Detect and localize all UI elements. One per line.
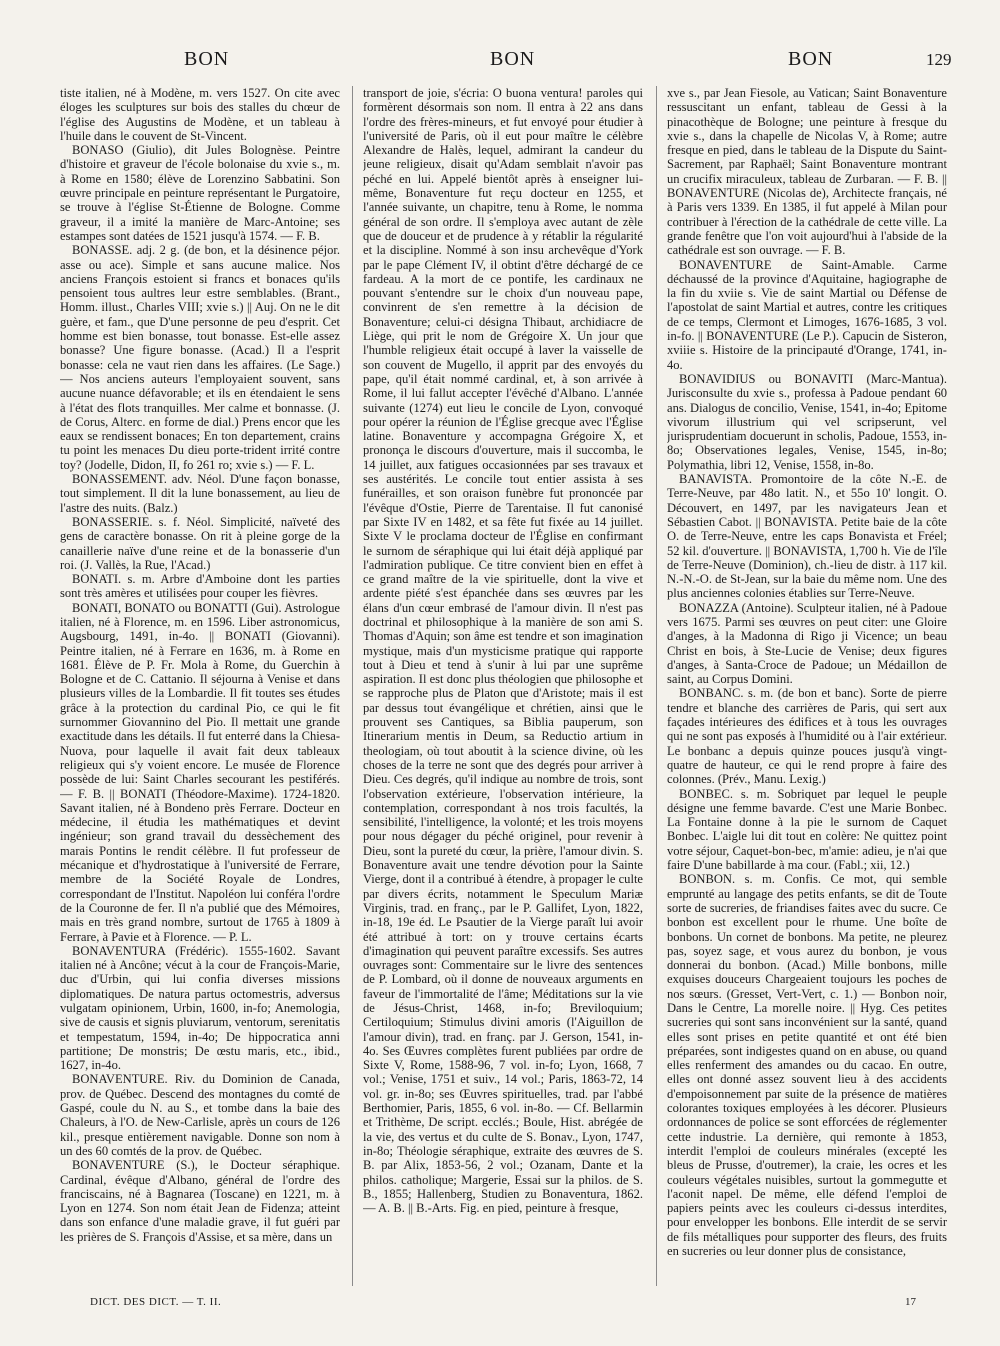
- entry-paragraph: BONAVENTURE (S.), le Docteur séraphique. Cardinal, évêque d'Albano, général de l'ordre des franciscains, né à Bagnarea (Toscane) en 1221, m. à Lyon en 1274. Son nom était Jean de Fidenza; atteint dans son enfance d'une maladie grave, il fut guéri par les prières de S. François d'Assise, et sa mère, dans un: [60, 1158, 340, 1244]
- entry-paragraph: BONBEC. s. m. Sobriquet par lequel le peuple désigne une femme bavarde. C'est une Marie Bonbec. La Fontaine donne à la pie le surnom de Caquet Bonbec. L'aigle lui dit tout en colère: Ne quittez point votre séjour, Caquet-bon-bec, m'amie: adieu, je n'ai que faire D'une babillarde à ma cour. (Fabl.; xii, 12.): [667, 786, 947, 873]
- column-divider: [656, 86, 657, 1286]
- entry-paragraph: BONASSE. adj. 2 g. (de bon, et la désinence péjor. asse ou ace). Simple et sans aucune malice. Nos anciens François estoient si francs et bonaces qu'ils pensoient tous aultres leur estre semblables. (Brant., Homm. illust., Charles VIII; xvie s.) || Auj. On ne le dit guère, et fam., que D'une personne de peu d'esprit. Cet homme est bien bonasse, tout bonasse. Est-elle assez bonasse? Une figure bonasse. (Acad.) Il a l'esprit bonasse: cela ne vaut rien dans les affaires. (Le Sage.) — Nos anciens auteurs l'employaient souvent, sans aucune nuance défavorable; et ils en étendaient le sens à l'état des flots tranquilles. Mer calme et bonnasse. (J. de Corus, Alterc. en forme de dial.) Prens encor que les eaux se rendissent bonaces; En ton departement, crains tu point les menaces Du dieu porte-trident irrité contre toy? (Jodelle, Didon, II, fo 261 ro; xvie s.) — F. L.: [60, 243, 340, 472]
- running-head-right: BON: [788, 48, 834, 70]
- footer-sheet-number: 17: [905, 1296, 916, 1308]
- entry-paragraph: BONASSEMENT. adv. Néol. D'une façon bonasse, tout simplement. Il dit la lune bonassement, au lieu de l'astre des nuits. (Balz.): [60, 472, 340, 515]
- entry-paragraph: BONAVENTURA (Frédéric). 1555-1602. Savant italien né à Ancône; vécut à la cour de François-Marie, duc d'Urbin, qui lui confia diverses missions diplomatiques. De natura partus octomestris, adversus vulgatam opinionem, Urbin, 1600, in-fo; Anemologia, sive de causis et signis pluviarum, ventorum, serenitatis et tempestatum, 1594, in-4o; De hippocratica anni partitione; De monstris; De œstu maris, etc., ibid., 1627, in-4o.: [60, 943, 340, 1073]
- page-footer: [0, 1296, 1000, 1316]
- entry-paragraph: BONATI. s. m. Arbre d'Amboine dont les parties sont très amères et utilisées pour couper les fièvres.: [60, 572, 340, 601]
- entry-paragraph: BONASSERIE. s. f. Néol. Simplicité, naïveté des gens de caractère bonasse. On rit à pleine gorge de la canaillerie naïve d'une reine et de la bonasserie d'un roi. (J. Vallès, la Rue, l'Acad.): [60, 514, 340, 572]
- text-column-1: [60, 86, 340, 1272]
- running-head-left: BON: [184, 48, 230, 70]
- entry-paragraph: xve s., par Jean Fiesole, au Vatican; Saint Bonaventure ressuscitant un enfant, tableau de Gessi à la pinacothèque de Bologne; une peinture à fresque du xvie s., dans la chapelle de Nicolas V, à Rome; autre fresque en pied, dans le tableau de la Dispute du Saint-Sacrement, par Raphaël; Saint Bonaventure montrant un crucifix miraculeux, tableau de Zurbaran. — F. B. || BONAVENTURE (Nicolas de), Architecte français, né à Paris vers 1339. En 1385, il fut appelé à Milan pour contribuer à l'érection de la cathédrale de cette ville. La grande fenêtre que l'on voit aujourd'hui à l'abside de la cathédrale est son ouvrage. — F. B.: [667, 86, 947, 258]
- entry-paragraph: BONAZZA (Antoine). Sculpteur italien, né à Padoue vers 1675. Parmi ses œuvres on peut citer: une Gloire d'anges, à la Madonna di Rigo ji Vicence; un beau Christ en bois, à Ste-Lucie de Venise; deux figures d'anges, à Santa-Croce de Padoue; un Médaillon de saint, au Corpus Domini.: [667, 600, 947, 687]
- page-number: 129: [926, 50, 952, 69]
- footer-signature: DICT. DES DICT. — T. II.: [90, 1296, 222, 1308]
- entry-paragraph: BONBANC. s. m. (de bon et banc). Sorte de pierre tendre et blanche des carrières de Paris, qui sert aux façades intérieures des édifices et à tous les ouvrages qui ne sont pas exposés à l'humidité ou à l'air extérieur. Le bonbanc a depuis quinze pouces jusqu'à vingt-quatre de hauteur, ce qui le rend propre à faire des colonnes. (Prév., Manu. Lexig.): [667, 686, 947, 787]
- entry-paragraph: BONASO (Giulio), dit Jules Bolognèse. Peintre d'histoire et graveur de l'école bolonaise du xvie s., m. à Rome en 1580; élève de Lorenzino Sabbatini. Son œuvre principale en peinture représentant le Purgatoire, se trouve à l'église St-Étienne de Bologne. Comme graveur, il a imité la manière de Marc-Antoine; ses estampes sont datées de 1521 jusqu'à 1574. — F. B.: [60, 143, 340, 243]
- entry-paragraph: tiste italien, né à Modène, m. vers 1527. On cite avec éloges les sculptures sur bois des stalles du chœur de l'église des Augustins de Modène, et un tableau à l'huile dans le couvent de St-Vincent.: [60, 86, 340, 143]
- running-head-center: BON: [490, 48, 536, 70]
- entry-paragraph: BONAVIDIUS ou BONAVITI (Marc-Mantua). Jurisconsulte du xvie s., professa à Padoue pendant 60 ans. Dialogus de concilio, Venise, 1541, in-4o; Epitome vivorum illustrium qui vel scripserunt, vel jurisprudentiam docuerunt in scholis, Padoue, 1553, in-8o; Observationes legales, Venise, 1545, in-8o; Polymathia, libri 12, Venise, 1558, in-8o.: [667, 371, 947, 472]
- entry-paragraph: BONATI, BONATO ou BONATTI (Gui). Astrologue italien, né à Florence, m. en 1596. Liber astronomicus, Augsbourg, 1491, in-4o. || BONATI (Giovanni). Peintre italien, né à Ferrare en 1636, m. à Rome en 1681. Élève de P. Fr. Mola à Rome, du Guerchin à Bologne et de C. Cattanio. Il séjourna à Venise et dans plusieurs villes de la Lombardie. Il fit toutes ses études grâce à la protection du cardinal Pio, ce qui le fit surnommer Giovannino del Pio. Il mettait une grande exactitude dans les détails. Il fut enterré dans la Chiesa-Nuova, pour laquelle il avait fait deux tableaux religieux qui s'y voient encore. Le musée de Florence possède de lui: Saint Charles secourant les pestiférés. — F. B. || BONATI (Théodore-Maxime). 1724-1820. Savant italien, né à Bondeno près Ferrare. Docteur en médecine, il étudia les mathématiques et devint ingénieur; son grand travail du dessèchement des marais Pontins le rendit célèbre. Il fut professeur de mécanique et d'hydrostatique à l'université de Ferrare, membre de la Société Royale de Londres, correspondant de l'Institut. Napoléon lui conféra l'ordre de la Couronne de fer. Il n'a publié que des Mémoires, mais en très grand nombre, surtout de 1765 à 1809 à Ferrare, à Pavie et à Florence. — P. L.: [60, 600, 340, 944]
- page-header: [0, 48, 1000, 82]
- column-divider: [352, 86, 353, 1286]
- text-column-2: [363, 86, 643, 1272]
- entry-paragraph: BONBON. s. m. Confis. Ce mot, qui semble emprunté au langage des petits enfants, se dit de Toute sorte de sucreries, de friandises faites avec du sucre. Ce bonbon est excellent pour le rhume. Une boîte de bonbons. Un cornet de bonbons. Ma petite, ne pleurez pas, soyez sage, et vous aurez du bonbon, je vous donnerai du bonbon. (Acad.) Mille bonbons, mille exquises douceurs Chargeaient toujours les poches de nos sœurs. (Gresset, Vert-Vert, c. 1.) — Bonbon noir, Dans le Centre, La morelle noire. || Hyg. Ces petites sucreries qui sont sans inconvénient sur la santé, quand elles sont prises en petite quantité et ont été bien préparées, sont indigestes quand on en abuse, ou quand elles renferment des amandes ou du cacao. En outre, elles ont donné assez souvent lieu à des accidents d'empoisonnement par suite de la présence de matières colorantes toxiques employées à les décorer. Plusieurs ordonnances de police se sont efforcées de réglementer cette industrie. La dernière, qui remonte à 1853, interdit l'emploi de couleurs minérales (excepté les bleus de Prusse, d'outremer), la craie, les ocres et les couleurs végétales nuisibles, surtout la gommegutte et l'aconit napel. De même, elle défend l'emploi de papiers peints avec les couleurs ci-dessus interdites, pour envelopper les bonbons. Elle interdit de se servir de fils métalliques pour supporter des fleurs, des fruits en sucreries ou leur donner plus de consistance,: [667, 872, 947, 1259]
- entry-paragraph: BONAVENTURE de Saint-Amable. Carme déchaussé de la province d'Aquitaine, hagiographe de la fin du xviie s. Vie de saint Martial ou Défense de l'apostolat de saint Martial et autres, contre les critiques de ce temps, Clermont et Limoges, 1676-1685, 3 vol. in-fo. || BONAVENTURE (Le P.). Capucin de Sisteron, xviiie s. Histoire de la principauté d'Orange, 1741, in-4o.: [667, 257, 947, 372]
- text-column-3: [667, 86, 947, 1272]
- entry-paragraph: BANAVISTA. Promontoire de la côte N.-E. de Terre-Neuve, par 48o latit. N., et 55o 10' longit. O. Découvert, en 1497, par les navigateurs Jean et Sébastien Cabot. || BONAVISTA. Petite baie de la côte O. de Terre-Neuve, entre les caps Bonavista et Fréel; 52 kil. d'ouverture. || BONAVISTA, 1,700 h. Vie de l'île de Terre-Neuve (Dominion), ch.-lieu de distr. à 117 kil. N.-N.-O. de St-Jean, sur la baie du même nom. Une des plus anciennes colonies établies sur Terre-Neuve.: [667, 472, 947, 601]
- entry-paragraph: transport de joie, s'écria: O buona ventura! paroles qui formèrent désormais son nom. Il entra à 22 ans dans l'ordre des frères-mineurs, et fut envoyé pour étudier à l'université de Paris, où il eut pour maître le célèbre Alexandre de Halès, lequel, admirant la candeur du jeune religieux, disait qu'Adam semblait n'avoir pas péché en lui. Appelé bientôt après à enseigner lui-même, Bonaventure fut reçu docteur en 1255, et l'année suivante, un chapitre, tenu à Rome, le nomma général de son ordre. Il s'employa avec autant de zèle que de douceur et de prudence à y rétablir la régularité et la discipline. Nommé à son insu archevêque d'York par le pape Clément IV, il obtint d'être déchargé de ce fardeau. A la mort de ce pontife, les cardinaux ne pouvant s'entendre sur le choix d'un nouveau pape, convinrent de s'en remettre à la décision de Bonaventure; celui-ci désigna Thibaut, archidiacre de Liège, qui prit le nom de Grégoire X. Un jour que l'humble religieux était occupé à laver la vaisselle de son couvent de Mugello, il apprit par des envoyés du pape, qu'il était nommé cardinal, et, à son arrivée à Rome, il lui fallut accepter l'évêché d'Albano. L'année suivante (1274) eut lieu le concile de Lyon, convoqué pour opérer la réunion de l'Église grecque avec l'Église latine. Bonaventure y accompagna Grégoire X, et prononça le discours d'ouverture, mais il succomba, le 14 juillet, aux fatigues occasionnées par ses travaux et ses austérités. Le concile tout entier assista à ses funérailles, et son oraison funèbre fut prononcée par l'évêque d'Ostie, Pierre de Tarentaise. Il fut canonisé par Sixte IV en 1482, et sa fête fut fixée au 14 juillet. Sixte V le proclama docteur de l'Église en confirmant le surnom de séraphique qui lui était déjà appliqué par l'admiration publique. Ce titre convient bien en effet à ce grand maître de la vie spirituelle, dont la vive et ardente piété s'est épanchée dans ses œuvres par les élans d'un cœur embrasé de l'amour divin. Il n'est pas doctrinal et philosophique à la manière de son ami S. Thomas d'Aquin; son âme est tendre et son imagination mystique, mais d'un mysticisme pratique qui rapporte tout à Dieu et tend à s'unir à lui par une suprême aspiration. Il est donc plus théologien que philosophe et se rapproche plus de Platon que d'Aristote; mais il est par dessus tout évangélique et chrétien, ainsi que le prouvent ses Cantiques, sa Biblia pauperum, son Itinerarium mentis in Deum, sa Reductio artium in theologiam, où tout aboutit à la science divine, où les choses de la terre ne sont que des degrés pour arriver à Dieu. Ces degrés, qu'il indique au nombre de trois, sont l'observation extérieure, l'observation intérieure, la contemplation, correspondant à nos trois facultés, la sensibilité, l'intelligence, la volonté; et les trois moyens pour nous dégager du péché originel, pour revenir à Dieu, sont la pureté du cœur, la prière, l'amour divin. S. Bonaventure avait une tendre dévotion pour la Sainte Vierge, dont il a contribué à étendre, à propager le culte par divers écrits, notamment le Speculum Mariæ Virginis, trad. en franç., par le P. Gallifet, Lyon, 1822, in-18, 19e éd. Le Psautier de la Vierge paraît lui avoir été attribué à tort: on y trouve certains écarts d'imagination qui peuvent paraître excessifs. Ses autres ouvrages sont: Commentaire sur le livre des sentences de P. Lombard, où il donne de nouveaux arguments en faveur de l'immortalité de l'âme; Méditations sur la vie de Jésus-Christ, 1468, in-fo; Breviloquium; Certiloquium; Stimulus divini amoris (l'Aiguillon de l'amour divin), trad. en franç. par J. Gerson, 1541, in-4o. Ses Œuvres complètes furent publiées par ordre de Sixte V, Rome, 1588-96, 7 vol. in-fo; Lyon, 1668, 7 vol.; Venise, 1751 et suiv., 14 vol.; Paris, 1863-72, 14 vol. gr. in-8o; ses Œuvres spirituelles, trad. par l'abbé Berthomier, Paris, 1855, 6 vol. in-8o. — Cf. Bellarmin et Trithème, De script. ecclés.; Boule, Hist. abrégée de la vie, des vertus et du culte de S. Bonav., Lyon, 1747, in-8o; Théologie séraphique, extraite des œuvres de S. B. par Alix, 1853-56, 2 vol.; Ozanam, Dante et la philos. catholique; Margerie, Essai sur la philos. de S. B., 1855; Hallenberg, Studien zu Bonaventura, 1862. — A. B. || B.-Arts. Fig. en pied, peinture à fresque,: [363, 86, 643, 1216]
- entry-paragraph: BONAVENTURE. Riv. du Dominion de Canada, prov. de Québec. Descend des montagnes du comté de Gaspé, coule du N. au S., et tombe dans la baie des Chaleurs, à l'O. de New-Carlisle, après un cours de 126 kil., presque entièrement navigable. Donne son nom à un des 60 comtés de la prov. de Québec.: [60, 1072, 340, 1158]
